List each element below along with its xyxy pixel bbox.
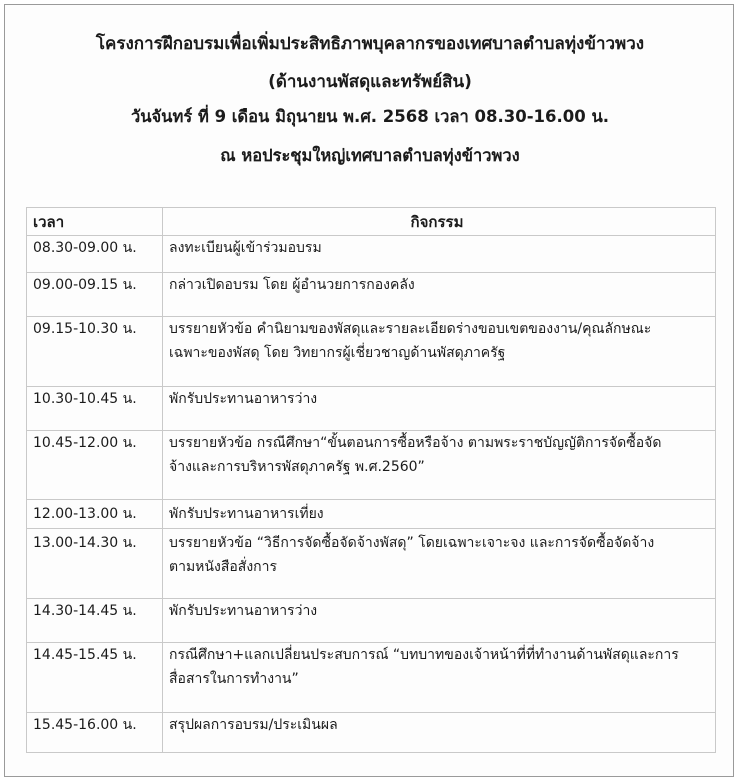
header-time: เวลา: [27, 208, 163, 236]
table-row: [27, 236, 716, 273]
row-activity: [163, 529, 716, 599]
activity-line: บรรยายหัวข้อ คำนิยามของพัสดุและรายละเอียดร่างขอบเขตของงาน/คุณลักษณะ: [169, 321, 652, 337]
row-time: 13.00-14.30 น.: [27, 529, 163, 599]
activity-line: สื่อสารในการทำงาน”: [169, 671, 299, 687]
activity-line: สรุปผลการอบรม/ประเมินผล: [169, 717, 338, 733]
table-row: [27, 713, 716, 753]
activity-line: บรรยายหัวข้อ กรณีศึกษา“ขั้นตอนการซื้อหรือจ้าง ตามพระราชบัญญัติการจัดซื้อจัด: [169, 435, 662, 451]
row-time: 12.00-13.00 น.: [27, 500, 163, 529]
table-row: [27, 273, 716, 317]
row-activity: [163, 713, 716, 753]
header-activity: กิจกรรม: [163, 208, 716, 236]
activity-line: จ้างและการบริหารพัสดุภาครัฐ พ.ศ.2560”: [169, 459, 425, 475]
activity-line: ตามหนังสือสั่งการ: [169, 559, 278, 575]
activity-line: เฉพาะของพัสดุ โดย วิทยากรผู้เชี่ยวชาญด้านพัสดุภาครัฐ: [169, 345, 506, 361]
row-time: 09.15-10.30 น.: [27, 317, 163, 387]
row-time: 10.30-10.45 น.: [27, 387, 163, 431]
row-activity: [163, 500, 716, 529]
activity-line: พักรับประทานอาหารว่าง: [169, 603, 318, 619]
document-subtitle: (ด้านงานพัสดุและทรัพย์สิน): [268, 72, 472, 92]
row-activity: [163, 236, 716, 273]
table-row: [27, 529, 716, 599]
table-header-row: [27, 208, 716, 236]
activity-line: กล่าวเปิดอบรม โดย ผู้อำนวยการกองคลัง: [169, 277, 415, 293]
row-activity: [163, 431, 716, 500]
table-row: [27, 500, 716, 529]
row-time: 10.45-12.00 น.: [27, 431, 163, 500]
table-row: [27, 317, 716, 387]
table-row: [27, 387, 716, 431]
activity-line: กรณีศึกษา+แลกเปลี่ยนประสบการณ์ “บทบาทของเจ้าหน้าที่ที่ทำงานด้านพัสดุและการ: [169, 647, 679, 663]
row-time: 09.00-09.15 น.: [27, 273, 163, 317]
row-activity: [163, 317, 716, 387]
activity-line: พักรับประทานอาหารว่าง: [169, 391, 318, 407]
activity-line: พักรับประทานอาหารเที่ยง: [169, 506, 324, 522]
row-activity: [163, 273, 716, 317]
table-row: [27, 431, 716, 500]
schedule-table: [26, 207, 716, 753]
table-row: [27, 643, 716, 713]
row-activity: [163, 643, 716, 713]
table-row: [27, 599, 716, 643]
row-activity: [163, 599, 716, 643]
row-time: 14.45-15.45 น.: [27, 643, 163, 713]
activity-line: ลงทะเบียนผู้เข้าร่วมอบรม: [169, 240, 322, 256]
event-venue: ณ หอประชุมใหญ่เทศบาลตำบลทุ่งข้าวพวง: [220, 146, 520, 165]
event-date: วันจันทร์ ที่ 9 เดือน มิถุนายน พ.ศ. 2568 เวลา 08.30-16.00 น.: [130, 107, 610, 126]
row-time: 14.30-14.45 น.: [27, 599, 163, 643]
row-time: 08.30-09.00 น.: [27, 236, 163, 273]
row-time: 15.45-16.00 น.: [27, 713, 163, 753]
activity-line: บรรยายหัวข้อ “วิธีการจัดซื้อจัดจ้างพัสดุ” โดยเฉพาะเจาะจง และการจัดซื้อจัดจ้าง: [169, 535, 655, 551]
row-activity: [163, 387, 716, 431]
document-title: โครงการฝึกอบรมเพื่อเพิ่มประสิทธิภาพบุคลากรของเทศบาลตำบลทุ่งข้าวพวง: [95, 34, 645, 54]
